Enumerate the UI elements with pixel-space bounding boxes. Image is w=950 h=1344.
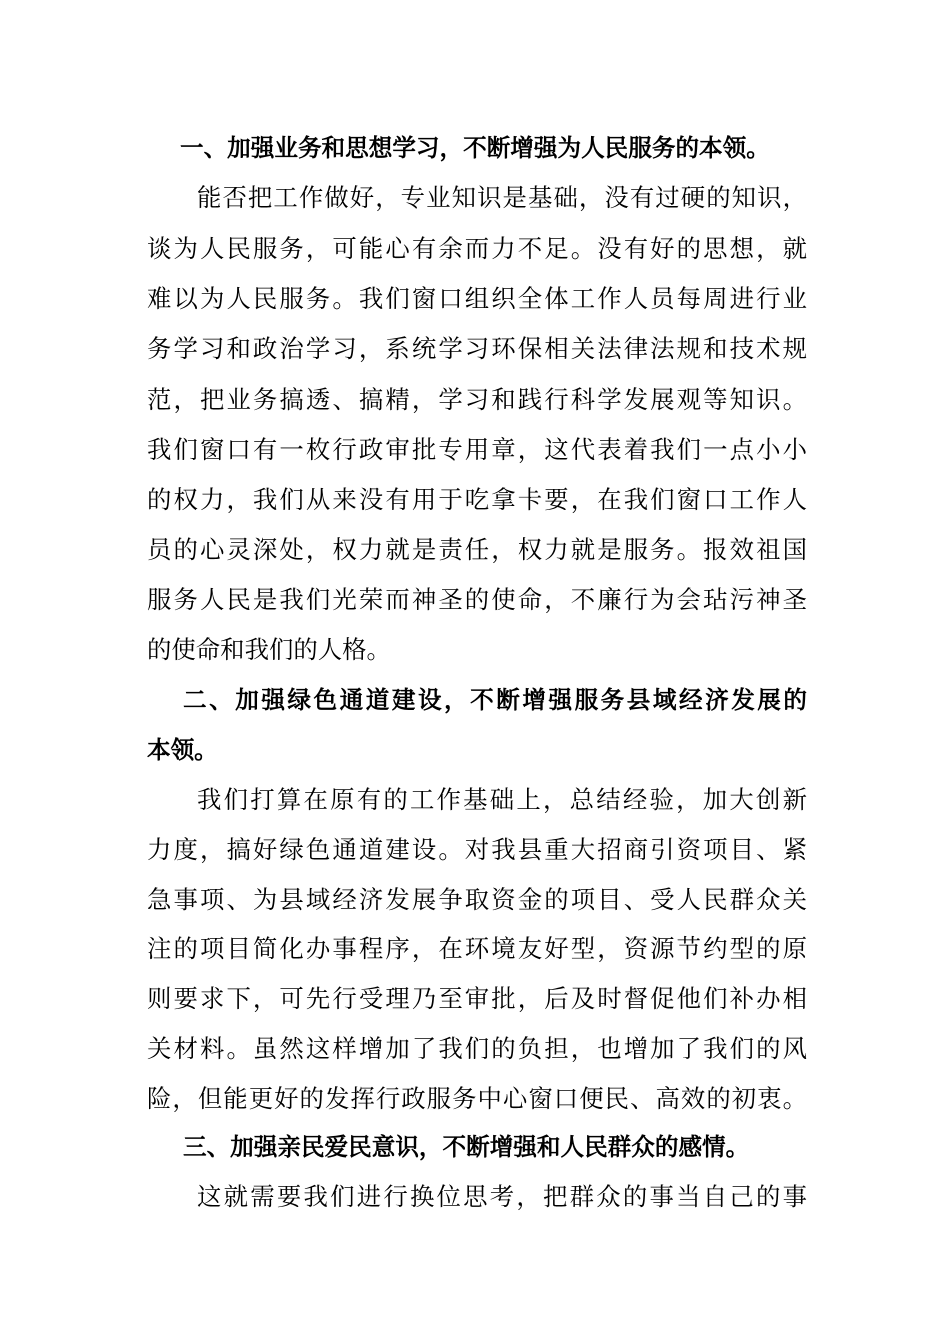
section-1-paragraph-line: 的权力，我们从来没有用于吃拿卡要，在我们窗口工作人 [147, 485, 807, 514]
section-2-paragraph-line: 力度，搞好绿色通道建设。对我县重大招商引资项目、紧 [147, 835, 807, 864]
section-2-paragraph-line: 急事项、为县域经济发展争取资金的项目、受人民群众关 [147, 885, 807, 914]
section-2-paragraph-line: 关材料。虽然这样增加了我们的负担，也增加了我们的风 [147, 1034, 807, 1063]
section-2-heading-continued: 本领。 [147, 736, 218, 764]
section-1-paragraph-line: 务学习和政治学习，系统学习环保相关法律法规和技术规 [147, 334, 807, 363]
section-2-paragraph-line: 则要求下，可先行受理乃至审批，后及时督促他们补办相 [147, 984, 807, 1013]
section-1-paragraph-line: 范，把业务搞透、搞精，学习和践行科学发展观等知识。 [147, 385, 807, 414]
section-3-heading: 三、加强亲民爱民意识，不断增强和人民群众的感情。 [183, 1133, 750, 1161]
section-1-paragraph-line: 难以为人民服务。我们窗口组织全体工作人员每周进行业 [147, 284, 807, 313]
section-1-heading: 一、加强业务和思想学习，不断增强为人民服务的本领。 [180, 134, 770, 162]
section-3-paragraph-line: 这就需要我们进行换位思考，把群众的事当自己的事 [197, 1182, 807, 1211]
section-1-paragraph-line: 谈为人民服务，可能心有余而力不足。没有好的思想，就 [147, 234, 807, 263]
section-2-paragraph-line: 注的项目简化办事程序，在环境友好型，资源节约型的原 [147, 934, 807, 963]
section-1-paragraph-line: 服务人民是我们光荣而神圣的使命，不廉行为会玷污神圣 [147, 585, 807, 614]
section-1-paragraph-line: 我们窗口有一枚行政审批专用章，这代表着我们一点小小 [147, 435, 807, 464]
section-1-paragraph-line: 能否把工作做好，专业知识是基础，没有过硬的知识， [197, 183, 807, 212]
section-2-heading: 二、加强绿色通道建设，不断增强服务县域经济发展的 [183, 686, 807, 714]
section-1-paragraph-line: 的使命和我们的人格。 [147, 635, 391, 664]
section-1-paragraph-line: 员的心灵深处，权力就是责任，权力就是服务。报效祖国 [147, 535, 807, 564]
section-2-paragraph-line: 我们打算在原有的工作基础上，总结经验，加大创新 [197, 785, 807, 814]
section-2-paragraph-line: 险，但能更好的发挥行政服务中心窗口便民、高效的初衷。 [147, 1084, 807, 1113]
